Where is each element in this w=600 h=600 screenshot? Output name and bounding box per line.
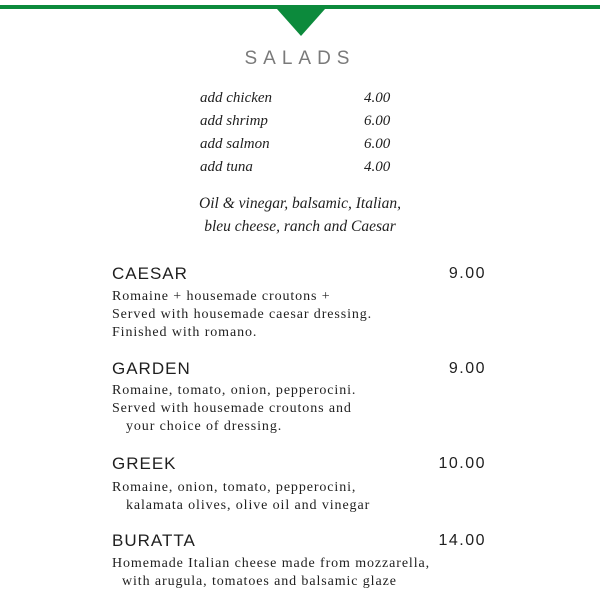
item-price-caesar: 9.00	[448, 265, 486, 282]
item-price-buratta: 14.00	[438, 532, 486, 549]
item-description-caesar	[112, 288, 372, 342]
addon-name: add salmon	[200, 136, 270, 152]
addon-name: add shrimp	[200, 113, 268, 129]
description-line: Romaine, tomato, onion, pepperocini.	[112, 383, 357, 398]
addon-price: 4.00	[364, 159, 391, 175]
item-description-garden	[112, 382, 356, 436]
item-name-garden: GARDEN	[112, 359, 191, 378]
description-line: your choice of dressing.	[126, 419, 283, 434]
description-line: Romaine + housemade croutons +	[112, 289, 331, 304]
item-name-buratta: BURATTA	[112, 531, 196, 550]
item-description-greek	[112, 479, 370, 515]
addon-price: 4.00	[364, 90, 391, 106]
description-line: kalamata olives, olive oil and vinegar	[126, 498, 371, 513]
description-line: Romaine, onion, tomato, pepperocini,	[112, 480, 357, 495]
addon-price: 6.00	[364, 113, 391, 129]
item-name-caesar: CAESAR	[112, 264, 188, 283]
addon-row	[200, 136, 400, 158]
addon-row	[200, 159, 400, 181]
addon-name: add tuna	[200, 159, 253, 175]
item-price-greek: 10.00	[438, 455, 486, 472]
dressing-options-line: Oil & vinegar, balsamic, Italian,	[199, 195, 401, 212]
description-line: Homemade Italian cheese made from mozzarella,	[112, 556, 431, 571]
addon-name: add chicken	[200, 90, 273, 106]
addon-price: 6.00	[364, 136, 391, 152]
description-line: with arugula, tomatoes and balsamic glaze	[122, 574, 397, 589]
dressing-options-line: bleu cheese, ranch and Caesar	[204, 218, 396, 235]
section-title: SALADS	[244, 48, 356, 69]
green-triangle-notch	[277, 9, 325, 36]
item-name-greek: GREEK	[112, 454, 177, 473]
addon-row	[200, 113, 400, 135]
description-line: Served with housemade caesar dressing.	[112, 307, 373, 322]
description-line: Served with housemade croutons and	[112, 401, 352, 416]
item-description-buratta	[112, 555, 430, 591]
item-price-garden: 9.00	[448, 360, 486, 377]
description-line: Finished with romano.	[112, 325, 258, 340]
addon-row	[200, 90, 400, 112]
